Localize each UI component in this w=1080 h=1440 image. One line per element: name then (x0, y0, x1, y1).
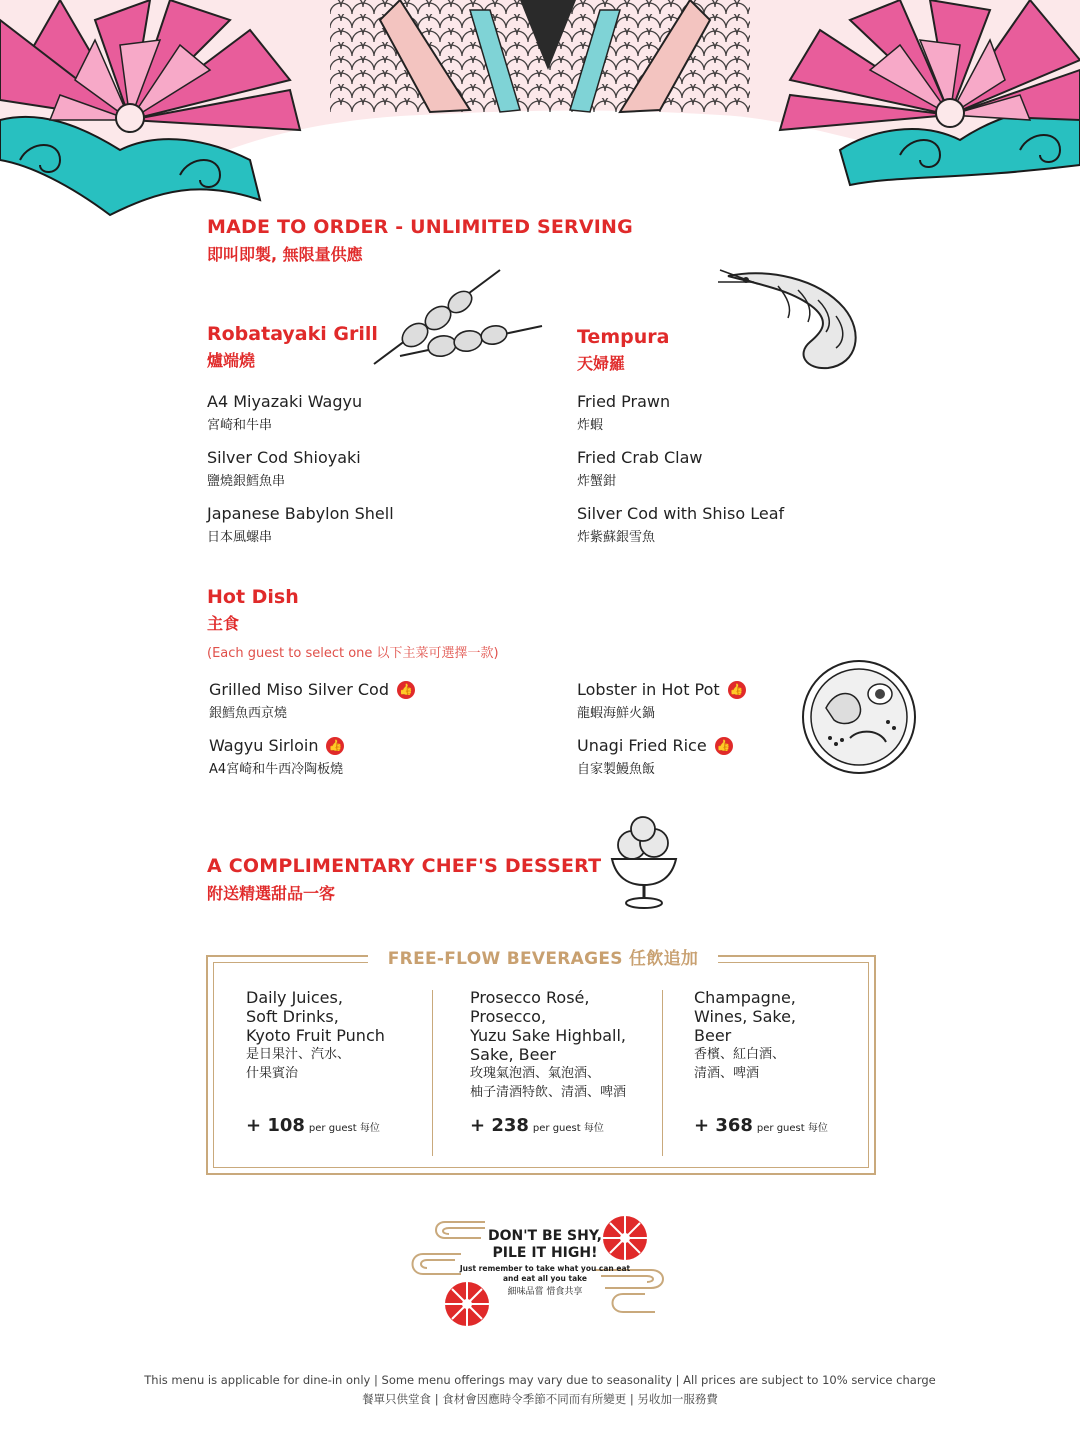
section-title-zh: 即叫即製, 無限量供應 (207, 245, 363, 264)
thumbs-up-icon: 👍 (715, 737, 733, 755)
beverage-option (246, 988, 426, 1148)
hot-dish-list-right (577, 680, 746, 777)
selection-note: (Each guest to select one 以下主菜可選擇一款) (207, 646, 499, 661)
promo-subtext: and eat all you take (502, 1274, 588, 1283)
item-name: Silver Cod with Shiso Leaf (577, 504, 785, 523)
category-title: Hot Dish (207, 586, 299, 608)
beverages-title: FREE-FLOW BEVERAGES 任飲追加 (368, 944, 718, 969)
category-title: Robatayaki Grill (207, 323, 378, 345)
beverage-name-zh-line: 玫瑰氣泡酒、氣泡酒、 (470, 1066, 601, 1081)
beverage-name-zh-line: 什果賓治 (246, 1066, 299, 1081)
item-name-zh: 銀鱈魚西京燒 (209, 706, 288, 721)
item-name: A4 Miyazaki Wagyu (207, 392, 363, 411)
item-name-zh: 炸紫蘇銀雪魚 (577, 530, 656, 545)
item-name: Japanese Babylon Shell (207, 504, 394, 523)
beverage-price (694, 1115, 828, 1136)
item-name-zh: 炸蟹鉗 (577, 474, 617, 489)
beverage-name-line: Soft Drinks, (246, 1007, 339, 1026)
skewer-illustration (370, 268, 546, 368)
promo-headline: DON'T BE SHY, (488, 1228, 602, 1244)
list-item (207, 504, 394, 545)
item-name-zh: 日本風螺串 (207, 530, 273, 545)
promo-subtext-zh: 細味品嘗 惜食共享 (507, 1287, 583, 1297)
beverage-option (694, 988, 864, 1148)
beverage-name-line: Daily Juices, (246, 988, 343, 1007)
beverage-option (470, 988, 650, 1148)
item-name: Grilled Miso Silver Cod (209, 680, 389, 699)
list-item (577, 448, 784, 504)
list-item (577, 736, 746, 777)
price-unit: per guest 每位 (756, 1123, 828, 1134)
list-item (577, 680, 746, 736)
item-name: Fried Crab Claw (577, 448, 703, 467)
list-item (209, 680, 415, 736)
section-title: MADE TO ORDER - UNLIMITED SERVING (207, 216, 633, 238)
beverage-name-line: Champagne, (694, 988, 796, 1007)
column-divider (432, 990, 433, 1156)
tempura-list (577, 392, 784, 545)
price-value: + 108 (246, 1115, 305, 1136)
category-title-zh: 主食 (207, 614, 240, 633)
item-name-zh: 自家製鰻魚飯 (577, 762, 656, 777)
dessert-section (207, 855, 601, 904)
robatayaki-list (207, 392, 394, 545)
tempura-heading (577, 326, 669, 374)
list-item (209, 736, 415, 777)
column-divider (662, 990, 663, 1156)
beverage-name-line: Prosecco Rosé, (470, 988, 590, 1007)
beverage-name-zh-line: 香檳、紅白酒、 (694, 1047, 786, 1062)
item-name-zh: 炸蝦 (577, 418, 604, 433)
promo-headline: PILE IT HIGH! (492, 1245, 598, 1261)
footer-disclaimer: This menu is applicable for dine-in only | Some menu offerings may vary due to seasonality | All prices are subject to 10% service charge (144, 1373, 936, 1387)
beverage-name-line: Wines, Sake, (694, 1007, 796, 1026)
category-title: Tempura (577, 326, 670, 348)
price-unit: per guest 每位 (308, 1123, 380, 1134)
hot-pot-bowl-illustration (800, 658, 918, 776)
beverage-name-line: Prosecco, (470, 1007, 547, 1026)
item-name-zh: A4宮崎和牛西冷陶板燒 (209, 762, 344, 777)
beverage-name-line: Sake, Beer (470, 1045, 556, 1064)
category-title-zh: 爐端燒 (207, 351, 256, 370)
beverage-name-line: Yuzu Sake Highball, (470, 1026, 626, 1045)
price-value: + 238 (470, 1115, 529, 1136)
price-unit: per guest 每位 (532, 1123, 604, 1134)
beverage-name-line: Beer (694, 1026, 732, 1045)
item-name-zh: 鹽燒銀鱈魚串 (207, 474, 286, 489)
dessert-title: A COMPLIMENTARY CHEF'S DESSERT (207, 855, 602, 877)
robatayaki-heading (207, 323, 378, 371)
list-item (207, 392, 394, 448)
thumbs-up-icon: 👍 (728, 681, 746, 699)
thumbs-up-icon: 👍 (397, 681, 415, 699)
list-item (577, 392, 784, 448)
hot-dish-list-left (209, 680, 415, 777)
item-name: Wagyu Sirloin (209, 736, 319, 755)
floral-banner-illustration (0, 0, 1080, 230)
list-item (577, 504, 784, 545)
beverage-name-zh-line: 柚子清酒特飲、清酒、啤酒 (470, 1085, 627, 1100)
made-to-order-section (207, 216, 633, 265)
beverage-name-zh-line: 是日果汁、汽水、 (246, 1047, 351, 1062)
item-name: Silver Cod Shioyaki (207, 448, 361, 467)
item-name: Lobster in Hot Pot (577, 680, 720, 699)
dessert-title-zh: 附送精選甜品一客 (207, 884, 336, 903)
beverage-price (246, 1115, 380, 1136)
list-item (207, 448, 394, 504)
footer-disclaimer-zh: 餐單只供堂食 | 食材會因應時令季節不同而有所變更 | 另收加一服務費 (362, 1392, 718, 1406)
category-title-zh: 天婦羅 (577, 354, 626, 373)
item-name: Unagi Fried Rice (577, 736, 707, 755)
beverage-name-line: Kyoto Fruit Punch (246, 1026, 385, 1045)
prawn-illustration (718, 268, 864, 374)
item-name: Fried Prawn (577, 392, 671, 411)
beverage-name-zh-line: 清酒、啤酒 (694, 1066, 760, 1081)
beverage-price (470, 1115, 604, 1136)
item-name-zh: 宮崎和牛串 (207, 418, 273, 433)
thumbs-up-icon: 👍 (326, 737, 344, 755)
hot-dish-heading (207, 586, 499, 661)
ice-cream-sundae-illustration (606, 815, 682, 911)
promo-message (452, 1228, 638, 1299)
price-value: + 368 (694, 1115, 753, 1136)
promo-subtext: Just remember to take what you can eat (459, 1264, 631, 1273)
item-name-zh: 龍蝦海鮮火鍋 (577, 706, 656, 721)
